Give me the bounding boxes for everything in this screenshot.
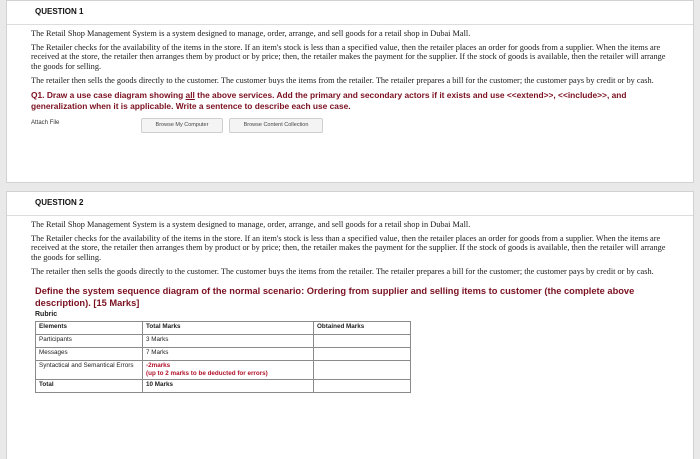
question-2-card [6, 191, 694, 459]
rubric-element: Total [36, 380, 143, 393]
question-1-card [6, 0, 694, 183]
rubric-label: Rubric [35, 311, 58, 319]
rubric-marks-cell [143, 361, 314, 380]
question-2-body [31, 220, 675, 393]
q1-task-underlined: all [185, 90, 195, 101]
rubric-row [36, 380, 411, 393]
rubric-obtained [314, 380, 411, 393]
q1-paragraph-2: The Retailer checks for the availability of the items in the store. If an item's stock is less than a specified value, then the retailer places an order for goods from a supplier. When the items are received at the store, the retailer then arranges them by product or by price; then, the retailer makes the payment for the supplier. If the stock of goods is available, then the retailer will arrange the goods for selling. [31, 43, 666, 71]
q2-paragraph-1: The Retail Shop Management System is a system designed to manage, order, arrange, and sell goods for a retail shop in Dubai Mall. [31, 220, 471, 229]
rubric-row [36, 348, 411, 361]
q1-paragraph-3: The retailer then sells the goods directly to the customer. The customer buys the items from the retailer. The retailer prepares a bill for the customer; the customer pays by credit or by cash. [31, 75, 654, 85]
q1-paragraph-1: The Retail Shop Management System is a system designed to manage, order, arrange, and sell goods for a retail shop in Dubai Mall. [31, 29, 471, 38]
rubric-header-elements: Elements [36, 322, 143, 335]
rubric-marks: 3 Marks [143, 335, 314, 348]
question-1-header: QUESTION 1 [7, 1, 693, 25]
q1-task [31, 90, 675, 112]
rubric-marks: 7 Marks [143, 348, 314, 361]
rubric-header-obtained-marks: Obtained Marks [314, 322, 411, 335]
rubric-marks: 10 Marks [143, 380, 314, 393]
question-2-header: QUESTION 2 [7, 192, 693, 216]
attach-file-row [31, 118, 675, 132]
q2-define-task: Define the system sequence diagram of the normal scenario: Ordering from supplier and selling items to customer (the complete above description). [15 Marks] [35, 286, 635, 308]
q2-paragraph-2: The Retailer checks for the availability of the items in the store. If an item's stock is less than a specified value, then the retailer places an order for goods from a supplier. When the items are received at the store, the retailer then arranges them by product or by price; then, the retailer makes the payment for the supplier. If the stock of goods is available, then the retailer will arrange the goods for selling. [31, 234, 666, 262]
browse-content-collection-button[interactable]: Browse Content Collection [229, 118, 323, 133]
rubric-row [36, 361, 411, 380]
rubric-header-row [36, 322, 411, 335]
rubric-element: Messages [36, 348, 143, 361]
rubric-obtained [314, 335, 411, 348]
rubric-note: (up to 2 marks to be deducted for errors) [146, 370, 268, 378]
rubric-obtained [314, 348, 411, 361]
q1-task-part1: Q1. Draw a use case diagram showing [31, 90, 186, 101]
q2-paragraph-3: The retailer then sells the goods directly to the customer. The customer buys the items from the retailer. The retailer prepares a bill for the customer; the customer pays by credit or by cash. [31, 266, 654, 276]
rubric-marks: -2marks [146, 362, 171, 370]
rubric-element: Participants [36, 335, 143, 348]
question-1-body [31, 29, 675, 132]
rubric-header-total-marks: Total Marks [143, 322, 314, 335]
rubric-element: Syntactical and Semantical Errors [36, 361, 143, 380]
rubric-obtained [314, 361, 411, 380]
rubric-row [36, 335, 411, 348]
attach-file-label: Attach File [31, 120, 60, 127]
browse-my-computer-button[interactable]: Browse My Computer [141, 118, 223, 133]
q1-task-part2: the above services. Add the primary and secondary actors if it exists and use <<extend>>, <<include>>, and generalization when it is applicable. Write a sentence to describe each use case. [31, 90, 627, 112]
rubric-table [35, 321, 411, 393]
